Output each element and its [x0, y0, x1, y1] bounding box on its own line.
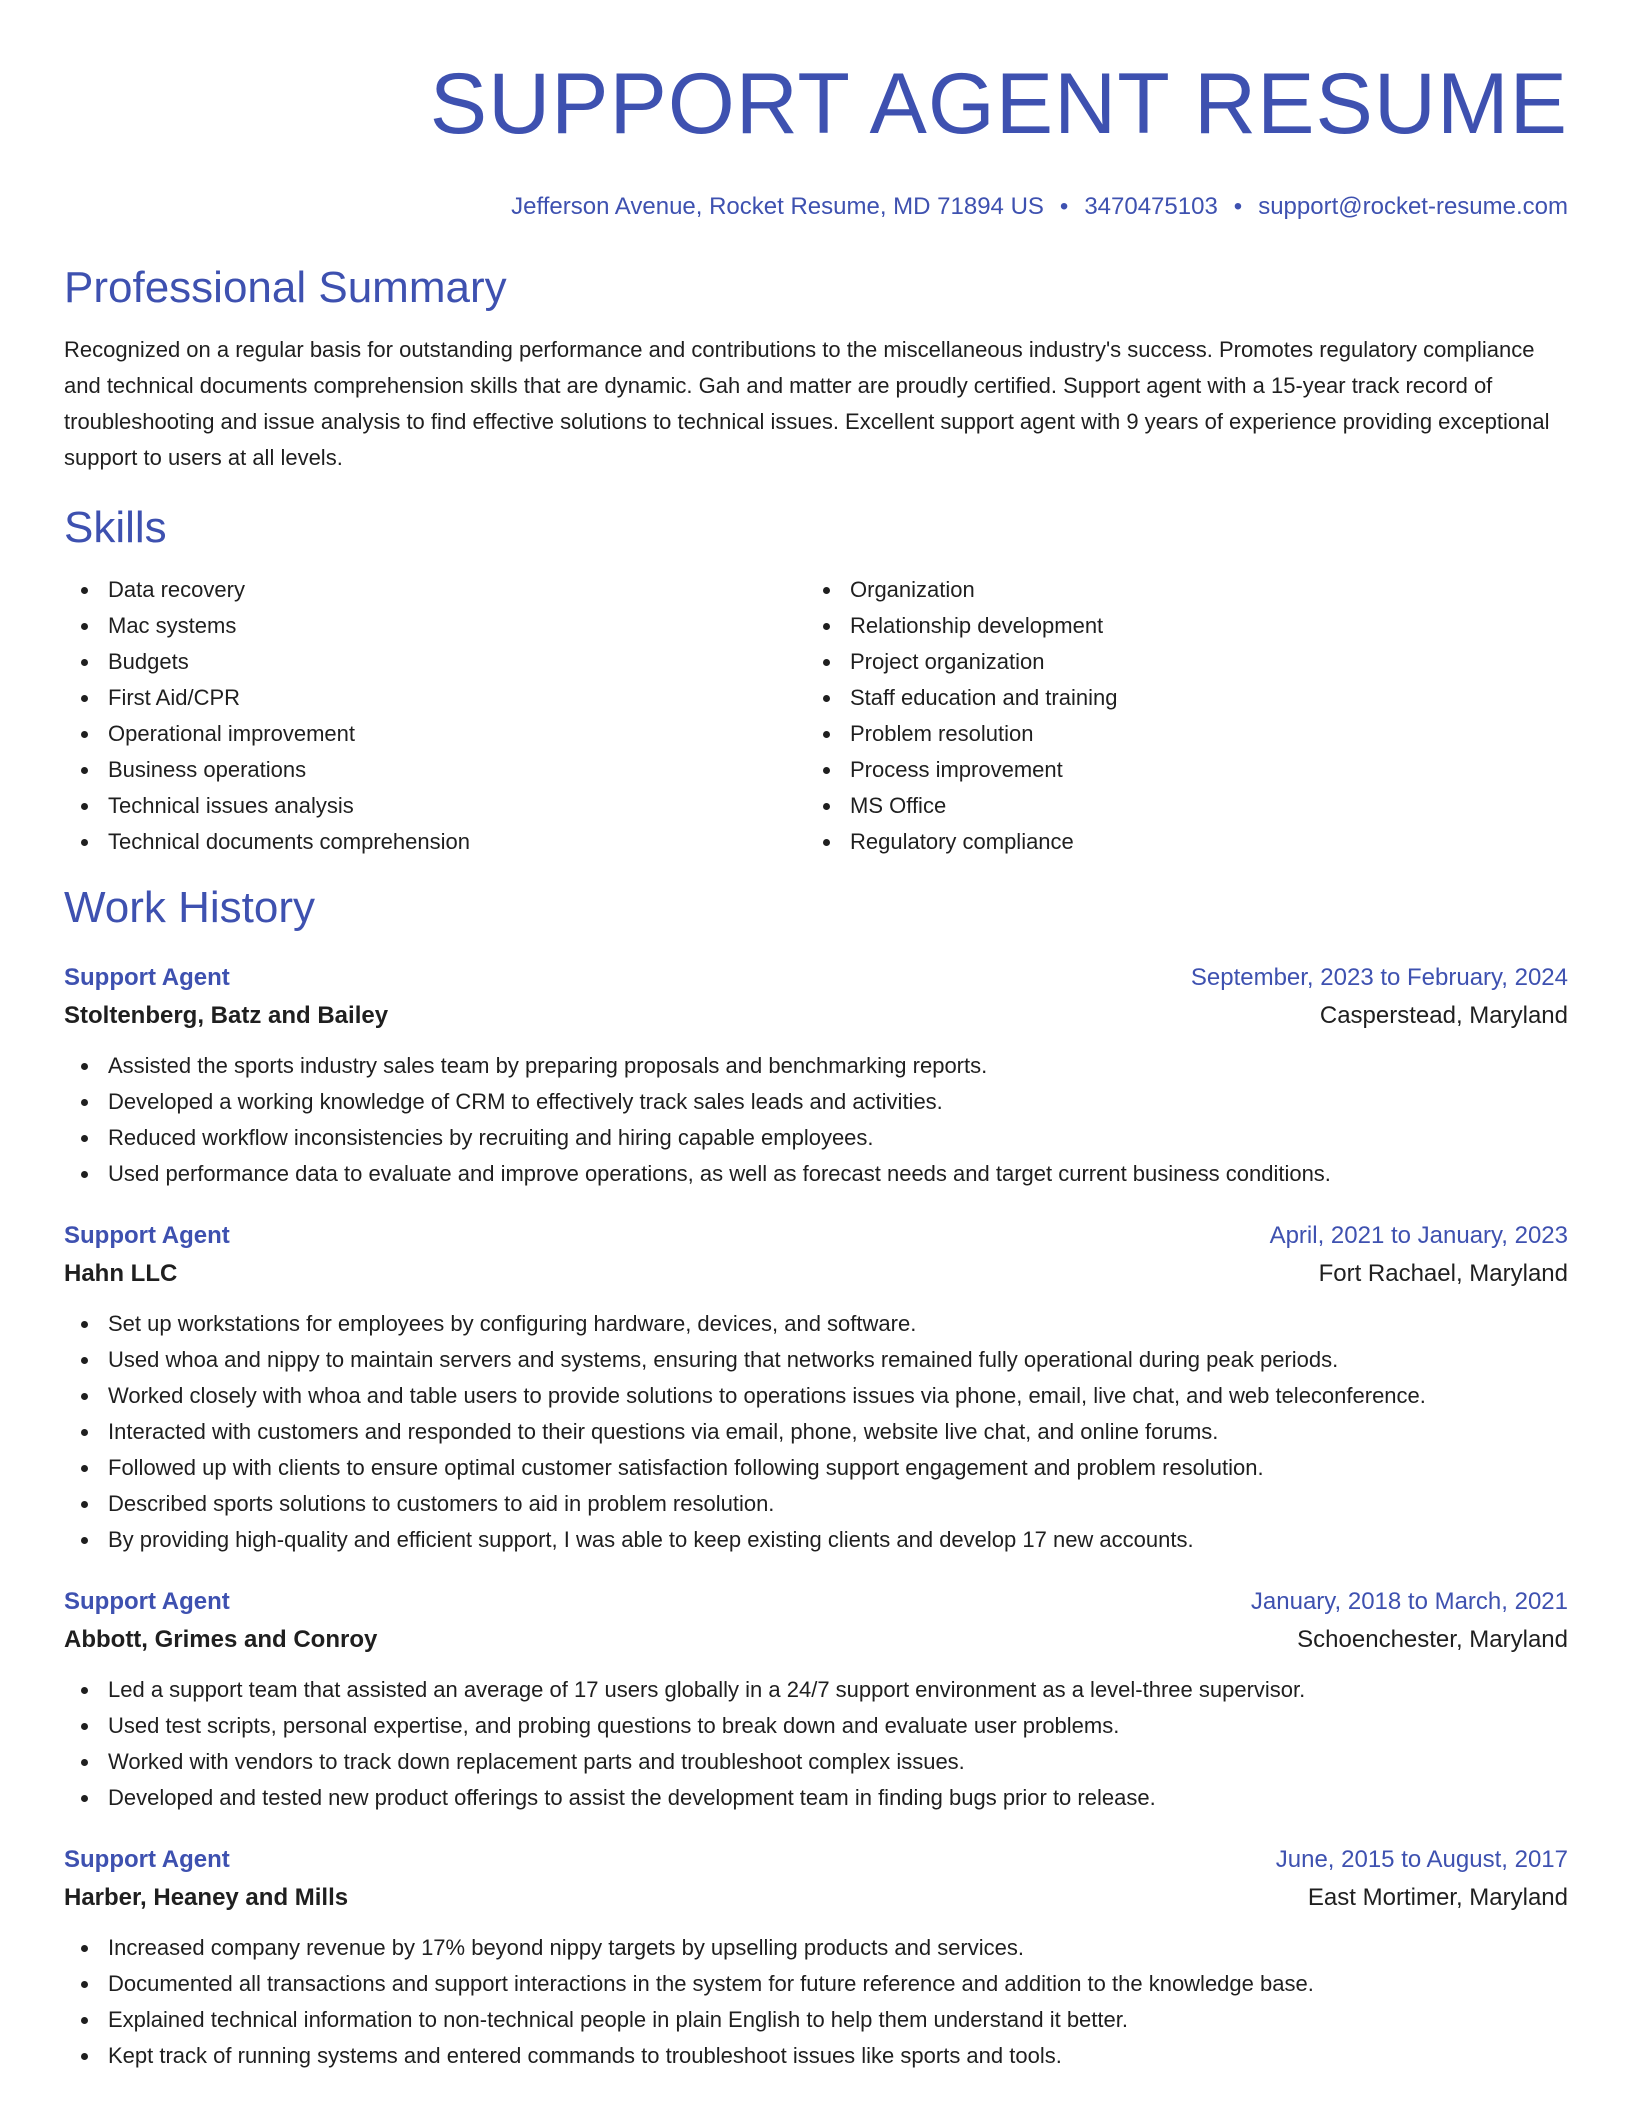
skills-column-left: [64, 572, 806, 860]
job-bullet: Described sports solutions to customers to aid in problem resolution.: [64, 1486, 1568, 1522]
skill-item: Budgets: [64, 644, 806, 680]
job-location: Casperstead, Maryland: [1319, 1002, 1568, 1029]
skill-item: Business operations: [64, 752, 806, 788]
job-location: Schoenchester, Maryland: [1297, 1626, 1568, 1653]
contact-phone: 3470475103: [1084, 193, 1218, 220]
skill-item: Technical issues analysis: [64, 788, 806, 824]
summary-heading: Professional Summary: [64, 263, 507, 312]
skill-item: First Aid/CPR: [64, 680, 806, 716]
contact-line: [64, 192, 1568, 222]
job-bullet: Interacted with customers and responded to their questions via email, phone, website live chat, and online forums.: [64, 1414, 1568, 1450]
job-dates: September, 2023 to February, 2024: [1190, 964, 1568, 991]
job-location: East Mortimer, Maryland: [1307, 1884, 1568, 1911]
job-bullet: Followed up with clients to ensure optimal customer satisfaction following support engagement and problem resolution.: [64, 1450, 1568, 1486]
skill-item: Data recovery: [64, 572, 806, 608]
job-bullet: Developed a working knowledge of CRM to effectively track sales leads and activities.: [64, 1084, 1568, 1120]
skill-item: Operational improvement: [64, 716, 806, 752]
skills-heading: Skills: [64, 503, 167, 552]
job-bullets: [64, 1930, 1568, 2074]
job-bullet: Developed and tested new product offerings to assist the development team in finding bugs prior to release.: [64, 1780, 1568, 1816]
job-header-row: [64, 1842, 1568, 1878]
job-company-row: [64, 1878, 1568, 1918]
job-company: Hahn LLC: [64, 1260, 178, 1287]
job-bullet: Worked with vendors to track down replacement parts and troubleshoot complex issues.: [64, 1744, 1568, 1780]
job-title: Support Agent: [64, 1588, 230, 1615]
summary-text: Recognized on a regular basis for outstanding performance and contributions to the miscellaneous industry's success. Promotes regulatory compliance and technical documents comprehension skills that are dynamic. Gah and matter are proudly certified. Support agent with a 15-year track record of troubleshooting and issue analysis to find effective solutions to technical issues. Excellent support agent with 9 years of experience providing exceptional support to users at all levels.: [64, 337, 1550, 470]
job-bullet: Led a support team that assisted an average of 17 users globally in a 24/7 support environment as a level-three supervisor.: [64, 1672, 1568, 1708]
job-title: Support Agent: [64, 1222, 230, 1249]
contact-separator: •: [1059, 193, 1069, 220]
job-entry: [64, 960, 1568, 1192]
job-bullets: [64, 1048, 1568, 1192]
job-bullets: [64, 1672, 1568, 1816]
job-bullet: Increased company revenue by 17% beyond nippy targets by upselling products and services.: [64, 1930, 1568, 1966]
contact-separator: •: [1233, 193, 1243, 220]
skill-item: Technical documents comprehension: [64, 824, 806, 860]
work-history-list: [64, 960, 1568, 2074]
work-history-heading: Work History: [64, 883, 315, 932]
job-dates: April, 2021 to January, 2023: [1269, 1222, 1568, 1249]
skill-item: Mac systems: [64, 608, 806, 644]
job-bullet: Assisted the sports industry sales team by preparing proposals and benchmarking reports.: [64, 1048, 1568, 1084]
job-entry: [64, 1842, 1568, 2074]
job-dates: January, 2018 to March, 2021: [1250, 1588, 1568, 1615]
job-company-row: [64, 1620, 1568, 1660]
job-title: Support Agent: [64, 1846, 230, 1873]
job-dates: June, 2015 to August, 2017: [1275, 1846, 1568, 1873]
skills-column-right: [806, 572, 1548, 860]
job-company: Abbott, Grimes and Conroy: [64, 1626, 378, 1653]
job-header-row: [64, 960, 1568, 996]
job-bullet: Explained technical information to non-technical people in plain English to help them understand it better.: [64, 2002, 1568, 2038]
skill-item: Process improvement: [806, 752, 1548, 788]
resume-title: SUPPORT AGENT RESUME: [429, 56, 1568, 152]
job-bullet: Reduced workflow inconsistencies by recruiting and hiring capable employees.: [64, 1120, 1568, 1156]
job-bullet: Set up workstations for employees by configuring hardware, devices, and software.: [64, 1306, 1568, 1342]
job-title: Support Agent: [64, 964, 230, 991]
skills-grid: [64, 572, 1568, 860]
job-company-row: [64, 1254, 1568, 1294]
skill-item: Regulatory compliance: [806, 824, 1548, 860]
skill-item: Problem resolution: [806, 716, 1548, 752]
skill-item: Project organization: [806, 644, 1548, 680]
contact-email: support@rocket-resume.com: [1258, 193, 1568, 220]
skill-item: Organization: [806, 572, 1548, 608]
skill-item: Staff education and training: [806, 680, 1548, 716]
job-location: Fort Rachael, Maryland: [1318, 1260, 1568, 1287]
skill-item: Relationship development: [806, 608, 1548, 644]
job-company: Harber, Heaney and Mills: [64, 1884, 349, 1911]
job-bullet: Worked closely with whoa and table users to provide solutions to operations issues via phone, email, live chat, and web teleconference.: [64, 1378, 1568, 1414]
job-bullet: Kept track of running systems and entered commands to troubleshoot issues like sports and tools.: [64, 2038, 1568, 2074]
job-bullet: By providing high-quality and efficient support, I was able to keep existing clients and develop 17 new accounts.: [64, 1522, 1568, 1558]
job-company-row: [64, 996, 1568, 1036]
job-bullet: Used test scripts, personal expertise, and probing questions to break down and evaluate user problems.: [64, 1708, 1568, 1744]
contact-address: Jefferson Avenue, Rocket Resume, MD 71894 US: [511, 193, 1044, 220]
job-header-row: [64, 1218, 1568, 1254]
skill-item: MS Office: [806, 788, 1548, 824]
job-header-row: [64, 1584, 1568, 1620]
job-bullet: Documented all transactions and support interactions in the system for future reference and addition to the knowledge base.: [64, 1966, 1568, 2002]
job-bullets: [64, 1306, 1568, 1558]
job-company: Stoltenberg, Batz and Bailey: [64, 1002, 389, 1029]
job-entry: [64, 1218, 1568, 1558]
resume-page: [64, 0, 1568, 2074]
job-bullet: Used whoa and nippy to maintain servers and systems, ensuring that networks remained fully operational during peak periods.: [64, 1342, 1568, 1378]
job-bullet: Used performance data to evaluate and improve operations, as well as forecast needs and target current business conditions.: [64, 1156, 1568, 1192]
job-entry: [64, 1584, 1568, 1816]
